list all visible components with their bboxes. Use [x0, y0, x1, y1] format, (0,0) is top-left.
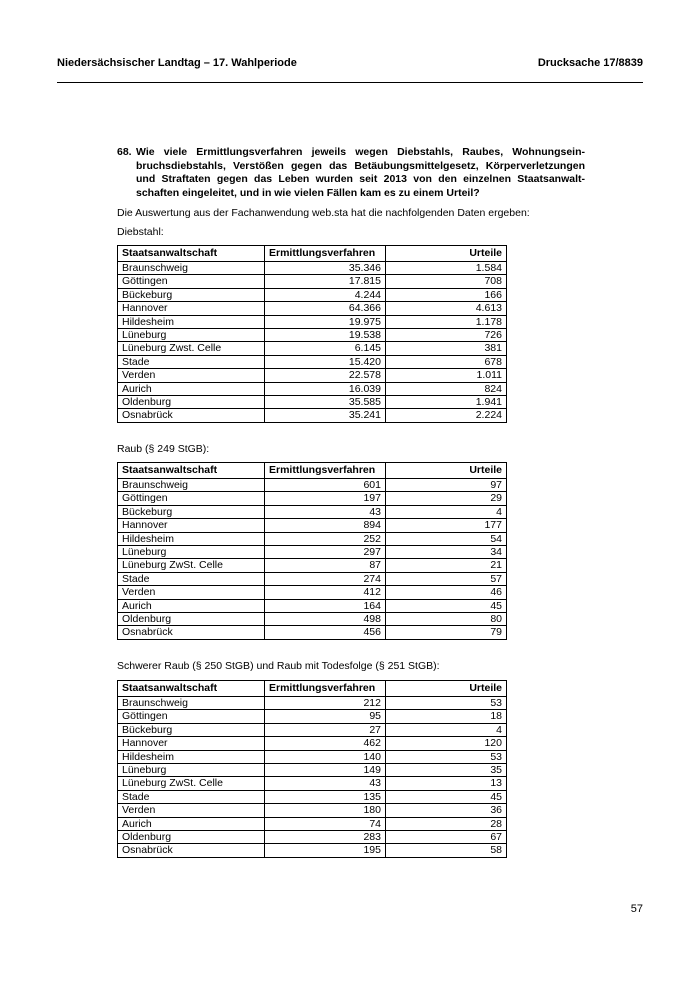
cell-verdicts: 381 [386, 342, 507, 355]
table-row [118, 790, 507, 803]
table-row [118, 355, 507, 368]
cell-office: Stade [118, 572, 265, 585]
table-row [118, 723, 507, 736]
cell-proceedings: 180 [265, 804, 386, 817]
cell-proceedings: 19.538 [265, 329, 386, 342]
cell-proceedings: 140 [265, 750, 386, 763]
cell-verdicts: 79 [386, 626, 507, 639]
header-title: Niedersächsischer Landtag – 17. Wahlperiode [57, 57, 297, 69]
column-header-urteile: Urteile [386, 463, 507, 479]
cell-proceedings: 64.366 [265, 302, 386, 315]
table-row [118, 613, 507, 626]
cell-verdicts: 824 [386, 382, 507, 395]
cell-proceedings: 17.815 [265, 275, 386, 288]
cell-verdicts: 2.224 [386, 409, 507, 422]
page-number: 57 [630, 903, 643, 915]
cell-verdicts: 45 [386, 790, 507, 803]
table-row [118, 626, 507, 639]
cell-verdicts: 726 [386, 329, 507, 342]
cell-office: Bückeburg [118, 505, 265, 518]
table-row [118, 288, 507, 301]
question-text: Wie viele Ermittlungsverfahren jeweils wegen Diebstahls, Raubes, Wohnungsein-bruchsdiebstahls, Verstößen gegen das Betäubungsmittelgesetz, Körperverletzungen und Straftaten gegen das Leben wurden seit 2013 von den einzelnen Staatsanwalt-schaften eingeleitet, und in wie vielen Fällen kam es zu einem Urteil? [136, 146, 585, 200]
cell-proceedings: 35.241 [265, 409, 386, 422]
column-header-ermittlungsverfahren: Ermittlungsverfahren [265, 463, 386, 479]
table-row [118, 382, 507, 395]
cell-office: Oldenburg [118, 613, 265, 626]
cell-office: Lüneburg ZwSt. Celle [118, 777, 265, 790]
table-row [118, 479, 507, 492]
column-header-staatsanwaltschaft: Staatsanwaltschaft [118, 246, 265, 262]
table-caption-diebstahl: Diebstahl: [117, 226, 164, 238]
column-header-urteile: Urteile [386, 246, 507, 262]
table-row [118, 817, 507, 830]
table-caption-raub: Raub (§ 249 StGB): [117, 443, 210, 455]
table-row [118, 532, 507, 545]
cell-proceedings: 135 [265, 790, 386, 803]
table-row [118, 764, 507, 777]
cell-office: Stade [118, 790, 265, 803]
table-caption-schwerer-raub: Schwerer Raub (§ 250 StGB) und Raub mit Todesfolge (§ 251 StGB): [117, 660, 440, 672]
cell-verdicts: 177 [386, 519, 507, 532]
table-row [118, 275, 507, 288]
cell-office: Stade [118, 355, 265, 368]
cell-office: Osnabrück [118, 844, 265, 857]
cell-office: Lüneburg [118, 546, 265, 559]
table-row [118, 329, 507, 342]
cell-verdicts: 35 [386, 764, 507, 777]
cell-verdicts: 166 [386, 288, 507, 301]
cell-proceedings: 412 [265, 586, 386, 599]
table-header-row [118, 463, 507, 479]
table-raub [117, 462, 507, 640]
cell-office: Göttingen [118, 710, 265, 723]
cell-proceedings: 4.244 [265, 288, 386, 301]
cell-proceedings: 274 [265, 572, 386, 585]
table-row [118, 804, 507, 817]
cell-verdicts: 4 [386, 505, 507, 518]
cell-proceedings: 894 [265, 519, 386, 532]
cell-office: Braunschweig [118, 697, 265, 710]
cell-office: Lüneburg [118, 764, 265, 777]
cell-proceedings: 297 [265, 546, 386, 559]
header-divider [57, 82, 643, 83]
cell-office: Verden [118, 804, 265, 817]
table-row [118, 710, 507, 723]
cell-office: Osnabrück [118, 626, 265, 639]
table-row [118, 262, 507, 275]
cell-verdicts: 80 [386, 613, 507, 626]
cell-verdicts: 58 [386, 844, 507, 857]
table-row [118, 492, 507, 505]
cell-verdicts: 21 [386, 559, 507, 572]
cell-proceedings: 197 [265, 492, 386, 505]
cell-verdicts: 67 [386, 831, 507, 844]
cell-verdicts: 53 [386, 750, 507, 763]
table-diebstahl [117, 245, 507, 423]
cell-proceedings: 456 [265, 626, 386, 639]
cell-proceedings: 19.975 [265, 315, 386, 328]
cell-office: Aurich [118, 599, 265, 612]
table-row [118, 342, 507, 355]
cell-office: Hildesheim [118, 750, 265, 763]
cell-office: Hannover [118, 737, 265, 750]
table-row [118, 559, 507, 572]
table-row [118, 750, 507, 763]
cell-verdicts: 1.178 [386, 315, 507, 328]
table-row [118, 697, 507, 710]
cell-proceedings: 195 [265, 844, 386, 857]
cell-office: Verden [118, 369, 265, 382]
cell-verdicts: 36 [386, 804, 507, 817]
table-row [118, 777, 507, 790]
cell-office: Hannover [118, 302, 265, 315]
cell-proceedings: 164 [265, 599, 386, 612]
cell-proceedings: 95 [265, 710, 386, 723]
cell-verdicts: 97 [386, 479, 507, 492]
cell-proceedings: 22.578 [265, 369, 386, 382]
table-header-row [118, 681, 507, 697]
cell-verdicts: 1.584 [386, 262, 507, 275]
cell-office: Braunschweig [118, 479, 265, 492]
cell-proceedings: 87 [265, 559, 386, 572]
question-number: 68. [117, 146, 132, 158]
column-header-urteile: Urteile [386, 681, 507, 697]
cell-proceedings: 6.145 [265, 342, 386, 355]
cell-verdicts: 4.613 [386, 302, 507, 315]
table-row [118, 572, 507, 585]
cell-proceedings: 43 [265, 505, 386, 518]
column-header-ermittlungsverfahren: Ermittlungsverfahren [265, 246, 386, 262]
cell-office: Lüneburg Zwst. Celle [118, 342, 265, 355]
table-row [118, 546, 507, 559]
cell-proceedings: 35.346 [265, 262, 386, 275]
question-block [117, 146, 585, 201]
cell-proceedings: 462 [265, 737, 386, 750]
document-number: Drucksache 17/8839 [537, 57, 643, 69]
column-header-staatsanwaltschaft: Staatsanwaltschaft [118, 681, 265, 697]
cell-office: Göttingen [118, 275, 265, 288]
table-row [118, 302, 507, 315]
table-row [118, 315, 507, 328]
cell-proceedings: 149 [265, 764, 386, 777]
table-row [118, 369, 507, 382]
intro-paragraph: Die Auswertung aus der Fachanwendung web.sta hat die nachfolgenden Daten ergeben: [117, 207, 530, 219]
cell-office: Lüneburg [118, 329, 265, 342]
cell-verdicts: 57 [386, 572, 507, 585]
cell-verdicts: 53 [386, 697, 507, 710]
cell-office: Oldenburg [118, 396, 265, 409]
table-row [118, 586, 507, 599]
cell-verdicts: 4 [386, 723, 507, 736]
table-row [118, 505, 507, 518]
cell-proceedings: 252 [265, 532, 386, 545]
column-header-staatsanwaltschaft: Staatsanwaltschaft [118, 463, 265, 479]
table-row [118, 599, 507, 612]
cell-proceedings: 27 [265, 723, 386, 736]
table-row [118, 396, 507, 409]
table-row [118, 519, 507, 532]
cell-verdicts: 46 [386, 586, 507, 599]
cell-verdicts: 18 [386, 710, 507, 723]
cell-office: Hildesheim [118, 315, 265, 328]
cell-verdicts: 54 [386, 532, 507, 545]
table-row [118, 844, 507, 857]
cell-proceedings: 74 [265, 817, 386, 830]
cell-verdicts: 29 [386, 492, 507, 505]
cell-verdicts: 13 [386, 777, 507, 790]
cell-office: Göttingen [118, 492, 265, 505]
cell-office: Aurich [118, 382, 265, 395]
table-header-row [118, 246, 507, 262]
table-row [118, 409, 507, 422]
cell-verdicts: 28 [386, 817, 507, 830]
cell-verdicts: 34 [386, 546, 507, 559]
table-schwerer-raub [117, 680, 507, 858]
cell-proceedings: 498 [265, 613, 386, 626]
cell-verdicts: 120 [386, 737, 507, 750]
cell-office: Oldenburg [118, 831, 265, 844]
cell-proceedings: 15.420 [265, 355, 386, 368]
cell-proceedings: 16.039 [265, 382, 386, 395]
cell-office: Osnabrück [118, 409, 265, 422]
table-row [118, 737, 507, 750]
cell-verdicts: 1.941 [386, 396, 507, 409]
cell-proceedings: 212 [265, 697, 386, 710]
cell-office: Hildesheim [118, 532, 265, 545]
cell-office: Aurich [118, 817, 265, 830]
column-header-ermittlungsverfahren: Ermittlungsverfahren [265, 681, 386, 697]
cell-office: Hannover [118, 519, 265, 532]
cell-proceedings: 601 [265, 479, 386, 492]
cell-office: Lüneburg ZwSt. Celle [118, 559, 265, 572]
table-row [118, 831, 507, 844]
cell-proceedings: 35.585 [265, 396, 386, 409]
cell-verdicts: 678 [386, 355, 507, 368]
cell-verdicts: 1.011 [386, 369, 507, 382]
cell-office: Bückeburg [118, 288, 265, 301]
cell-verdicts: 45 [386, 599, 507, 612]
cell-office: Bückeburg [118, 723, 265, 736]
cell-proceedings: 283 [265, 831, 386, 844]
cell-verdicts: 708 [386, 275, 507, 288]
cell-office: Braunschweig [118, 262, 265, 275]
cell-office: Verden [118, 586, 265, 599]
cell-proceedings: 43 [265, 777, 386, 790]
